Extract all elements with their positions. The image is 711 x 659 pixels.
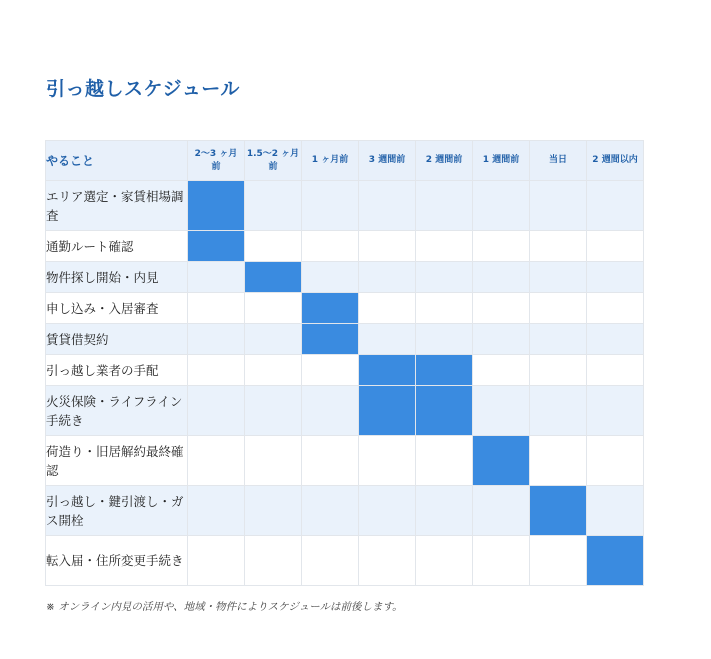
schedule-cell [473,324,530,355]
table-row [46,536,644,586]
schedule-cell [188,536,245,586]
table-row [46,324,644,355]
table-row [46,181,644,231]
schedule-cell [530,324,587,355]
schedule-cell [302,181,359,231]
schedule-cell [530,262,587,293]
task-label: 申し込み・入居審査 [46,293,188,324]
task-label: エリア選定・家賃相場調査 [46,181,188,231]
schedule-cell [416,181,473,231]
schedule-cell [473,231,530,262]
period-header-6: 1 週間前 [473,141,530,181]
schedule-cell [473,355,530,386]
schedule-cell [302,262,359,293]
schedule-cell [359,324,416,355]
schedule-cell [473,262,530,293]
schedule-cell [530,536,587,586]
schedule-table [45,140,644,586]
schedule-cell [245,386,302,436]
schedule-cell [587,293,644,324]
table-row [46,231,644,262]
table-row [46,262,644,293]
table-header-row [46,141,644,181]
schedule-cell [473,486,530,536]
footnote: ※ オンライン内見の活用や、地域・物件によりスケジュールは前後します。 [46,601,403,613]
schedule-cell [587,324,644,355]
schedule-cell [302,355,359,386]
schedule-cell [245,355,302,386]
schedule-cell [416,293,473,324]
schedule-cell [530,386,587,436]
schedule-cell [245,181,302,231]
schedule-bar-cell [188,231,245,262]
schedule-cell [416,231,473,262]
task-label: 荷造り・旧居解約最終確認 [46,436,188,486]
schedule-cell [188,355,245,386]
schedule-cell [416,324,473,355]
period-header-2: 1.5〜2 ヶ月 前 [245,141,302,181]
task-column-header: やること [46,141,188,181]
schedule-cell [245,293,302,324]
page-title: 引っ越しスケジュール [46,78,240,100]
schedule-cell [416,262,473,293]
schedule-cell [302,486,359,536]
schedule-cell [530,355,587,386]
schedule-cell [245,324,302,355]
schedule-cell [530,231,587,262]
schedule-cell [587,486,644,536]
schedule-cell [587,355,644,386]
schedule-cell [416,486,473,536]
schedule-cell [188,386,245,436]
schedule-cell [587,231,644,262]
table-row [46,436,644,486]
schedule-cell [416,436,473,486]
schedule-cell [587,386,644,436]
schedule-cell [188,436,245,486]
schedule-cell [359,486,416,536]
schedule-cell [473,181,530,231]
table-row [46,386,644,436]
schedule-bar-cell [416,386,473,436]
task-label: 火災保険・ライフライン手続き [46,386,188,436]
schedule-cell [245,436,302,486]
schedule-bar-cell [587,536,644,586]
schedule-cell [359,536,416,586]
task-label: 賃貸借契約 [46,324,188,355]
schedule-cell [188,486,245,536]
period-header-4: 3 週間前 [359,141,416,181]
schedule-cell [530,181,587,231]
schedule-cell [473,386,530,436]
schedule-cell [359,436,416,486]
task-label: 転入届・住所変更手続き [46,536,188,586]
schedule-cell [302,536,359,586]
schedule-cell [587,262,644,293]
table-row [46,293,644,324]
period-header-5: 2 週間前 [416,141,473,181]
schedule-cell [245,231,302,262]
schedule-bar-cell [302,293,359,324]
schedule-cell [188,293,245,324]
schedule-cell [302,386,359,436]
schedule-cell [359,231,416,262]
table-row [46,355,644,386]
period-header-3: 1 ヶ月前 [302,141,359,181]
task-label: 引っ越し業者の手配 [46,355,188,386]
schedule-bar-cell [245,262,302,293]
schedule-cell [302,231,359,262]
schedule-bar-cell [359,355,416,386]
table-row [46,486,644,536]
task-label: 通勤ルート確認 [46,231,188,262]
period-header-1: 2〜3 ヶ月 前 [188,141,245,181]
schedule-cell [530,436,587,486]
schedule-cell [530,293,587,324]
schedule-bar-cell [188,181,245,231]
schedule-cell [359,293,416,324]
schedule-cell [359,181,416,231]
schedule-bar-cell [302,324,359,355]
schedule-cell [587,181,644,231]
schedule-bar-cell [530,486,587,536]
schedule-cell [302,436,359,486]
schedule-cell [359,262,416,293]
schedule-cell [416,536,473,586]
schedule-cell [245,536,302,586]
schedule-cell [473,536,530,586]
schedule-bar-cell [359,386,416,436]
task-label: 物件探し開始・内見 [46,262,188,293]
task-label: 引っ越し・鍵引渡し・ガス開栓 [46,486,188,536]
period-header-8: 2 週間以内 [587,141,644,181]
schedule-cell [473,293,530,324]
schedule-cell [188,262,245,293]
schedule-cell [587,436,644,486]
schedule-cell [245,486,302,536]
period-header-7: 当日 [530,141,587,181]
schedule-cell [188,324,245,355]
schedule-bar-cell [473,436,530,486]
schedule-bar-cell [416,355,473,386]
